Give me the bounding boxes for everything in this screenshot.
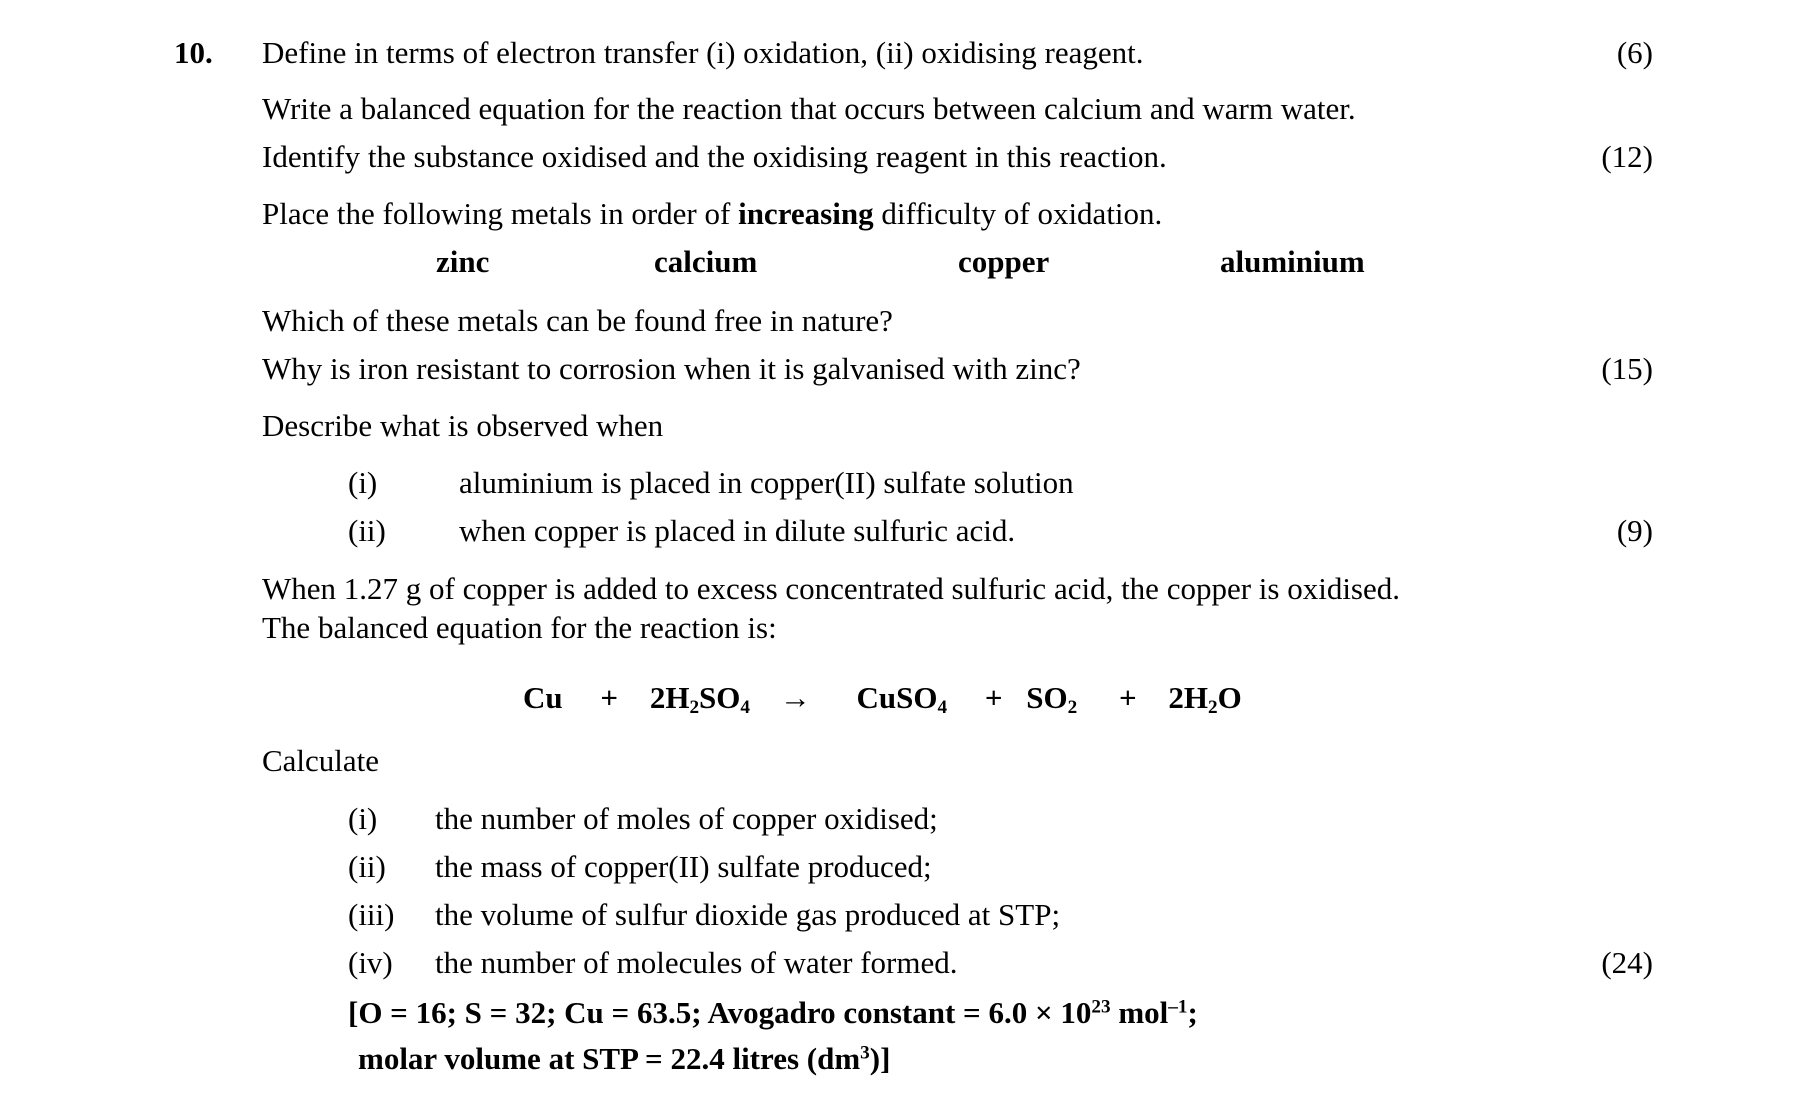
constants-line-2: molar volume at STP = 22.4 litres $(dm^3)$] [358, 1041, 891, 1076]
eq-reactant-h2so4: $2H_2SO_4$ [649, 680, 751, 718]
observe-label-ii: (ii) [348, 513, 386, 548]
metal-calcium: calcium [654, 244, 758, 279]
eq-plus-2: + [984, 680, 1003, 715]
which-free-line: Which of these metals can be found free in nature? [262, 303, 893, 338]
metal-zinc: zinc [436, 244, 490, 279]
calc-text-i: the number of moles of copper oxidised; [435, 801, 938, 836]
constants-line-1: [O = 16; S = 32; Cu = 63.5; Avogadro constant = $6.0 \times 10^{23}$ mol$^{-1}$; [348, 995, 1198, 1030]
place-metals-line: Place the following metals in order of increasing difficulty of oxidation. [262, 196, 1163, 231]
question-number: 10. [174, 35, 213, 70]
calc-label-ii: (ii) [348, 849, 386, 884]
calc-text-ii: the mass of copper(II) sulfate produced; [435, 849, 932, 884]
marks-part-e: (24) [1601, 945, 1653, 980]
write-equation-line: Write a balanced equation for the reaction that occurs between calcium and warm water. [262, 91, 1356, 126]
define-line: Define in terms of electron transfer (i) oxidation, (ii) oxidising reagent. [262, 35, 1144, 70]
marks-part-c: (15) [1601, 351, 1653, 386]
copper-sulfuric-line-2: The balanced equation for the reaction is: [262, 610, 777, 645]
copper-sulfuric-line-1: When 1.27 g of copper is added to excess concentrated sulfuric acid, the copper is oxidised. [262, 571, 1401, 606]
calc-text-iv: the number of molecules of water formed. [435, 945, 958, 980]
eq-plus-1: + [600, 680, 619, 715]
calculate-line: Calculate [262, 743, 380, 778]
eq-product-cuso4: CuSO$_4$ [856, 680, 948, 718]
marks-part-a: (6) [1616, 35, 1653, 70]
eq-arrow: → [779, 680, 811, 715]
calc-label-i: (i) [348, 801, 378, 836]
why-iron-line: Why is iron resistant to corrosion when it is galvanised with zinc? [262, 351, 1081, 386]
eq-plus-3: + [1119, 680, 1137, 715]
calc-text-iii: the volume of sulfur dioxide gas produced at STP; [435, 897, 1061, 932]
observe-text-i: aluminium is placed in copper(II) sulfate solution [459, 465, 1074, 500]
identify-line: Identify the substance oxidised and the oxidising reagent in this reaction. [262, 139, 1167, 174]
calc-label-iv: (iv) [348, 945, 393, 980]
emphasis-increasing: increasing [738, 196, 874, 231]
marks-part-d: (9) [1616, 513, 1653, 548]
observe-label-i: (i) [348, 465, 378, 500]
observe-text-ii: when copper is placed in dilute sulfuric acid. [459, 513, 1016, 548]
marks-part-b: (12) [1601, 139, 1653, 174]
metal-copper: copper [958, 244, 1050, 279]
balanced-equation [523, 680, 1242, 718]
calc-label-iii: (iii) [348, 897, 395, 932]
metal-aluminium: aluminium [1220, 244, 1365, 279]
describe-line: Describe what is observed when [262, 408, 664, 443]
eq-product-h2o: $2H_2O$ [1168, 680, 1242, 718]
eq-reactant-cu: Cu [523, 680, 563, 715]
eq-product-so2: $SO_2$ [1026, 680, 1078, 718]
